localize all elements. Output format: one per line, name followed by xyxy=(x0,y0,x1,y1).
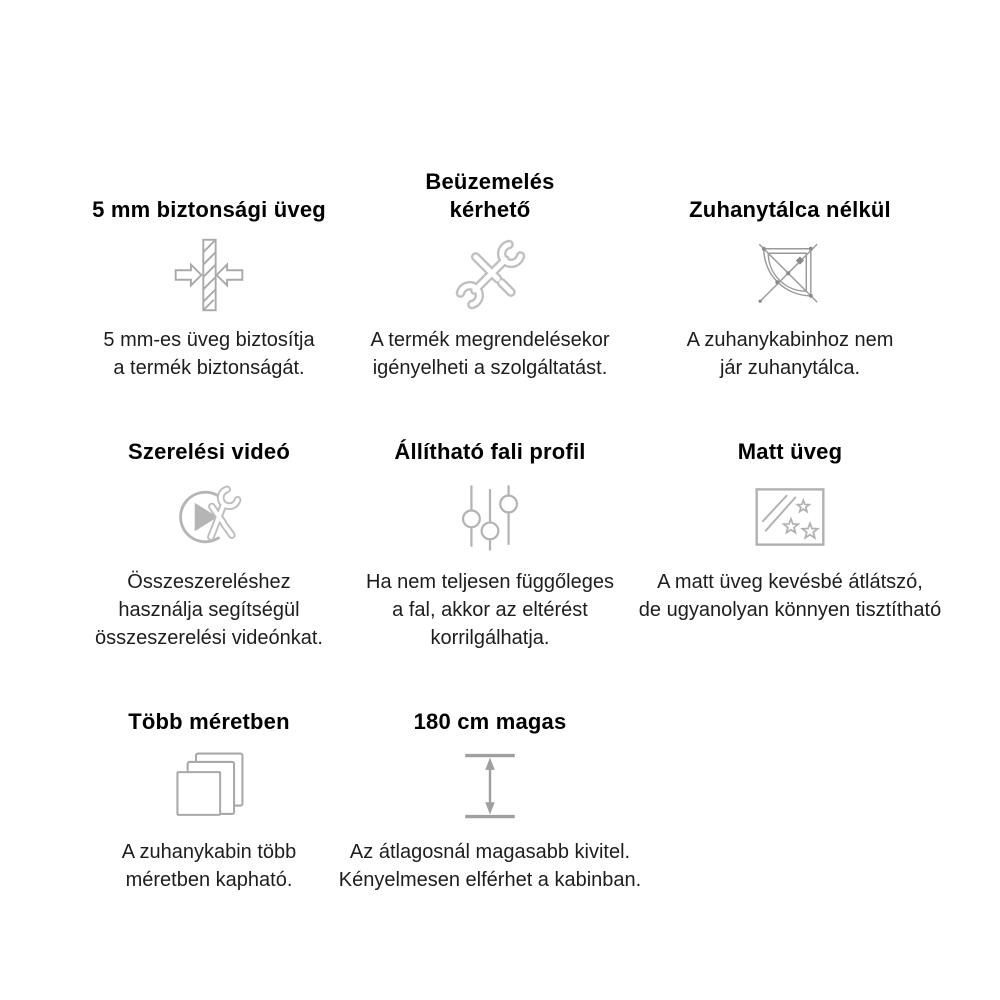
height-arrow-icon xyxy=(450,744,530,830)
feature-no-shower-tray xyxy=(620,166,960,382)
desc-line: korrilgálhatja. xyxy=(430,627,550,649)
feature-title-text: Beüzemelés xyxy=(425,169,555,194)
desc-line: A matt üveg kevésbé átlátszó, xyxy=(657,571,923,593)
feature-description xyxy=(639,568,941,624)
glass-thickness-icon xyxy=(169,232,249,318)
adjustable-sliders-icon xyxy=(451,474,529,560)
desc-line: a termék biztonságát. xyxy=(113,357,305,379)
desc-line: Az átlagosnál magasabb kivitel. xyxy=(349,841,631,863)
feature-multiple-sizes xyxy=(58,678,360,894)
desc-line: 5 mm-es üveg biztosítja xyxy=(103,329,315,351)
desc-line: Kényelmesen elférhet a kabinban. xyxy=(338,869,642,891)
feature-title xyxy=(128,408,290,466)
feature-description xyxy=(366,568,614,652)
feature-height-180cm xyxy=(338,678,642,894)
feature-description xyxy=(687,326,894,382)
feature-description xyxy=(339,838,641,894)
desc-line: de ugyanolyan könnyen tisztítható xyxy=(638,599,942,621)
multiple-sizes-icon xyxy=(170,744,248,830)
no-shower-tray-icon xyxy=(752,232,828,318)
installation-tools-icon xyxy=(450,232,530,318)
feature-title xyxy=(425,166,554,224)
desc-line: méretben kapható. xyxy=(125,869,293,891)
desc-line: a fal, akkor az eltérést xyxy=(392,599,588,621)
desc-line: A termék megrendelésekor xyxy=(370,329,610,351)
desc-line: jár zuhanytálca. xyxy=(719,357,861,379)
feature-title xyxy=(414,678,567,736)
feature-description xyxy=(370,326,609,382)
feature-title-text: Több méretben xyxy=(128,709,290,734)
feature-adjustable-wall-profile xyxy=(360,408,620,652)
feature-description xyxy=(103,326,314,382)
features-grid xyxy=(58,166,960,894)
feature-title-text: kérhető xyxy=(449,197,531,222)
feature-title xyxy=(128,678,290,736)
feature-title-text: 5 mm biztonsági üveg xyxy=(92,197,326,222)
feature-title xyxy=(689,166,891,224)
feature-title-text: 180 cm magas xyxy=(413,709,567,734)
feature-matt-glass xyxy=(620,408,960,652)
feature-title xyxy=(394,408,585,466)
feature-installation-service xyxy=(360,166,620,382)
matt-glass-icon xyxy=(750,474,830,560)
feature-assembly-video xyxy=(58,408,360,652)
assembly-video-icon xyxy=(169,474,249,560)
feature-description xyxy=(122,838,297,894)
feature-description xyxy=(95,568,323,652)
desc-line: igényelheti a szolgáltatást. xyxy=(372,357,608,379)
feature-safety-glass xyxy=(58,166,360,382)
desc-line: A zuhanykabin több xyxy=(121,841,297,863)
feature-title-text: Zuhanytálca nélkül xyxy=(689,197,891,222)
feature-title-text: Matt üveg xyxy=(737,439,843,464)
desc-line: A zuhanykabinhoz nem xyxy=(686,329,894,351)
feature-title xyxy=(92,166,326,224)
desc-line: Összeszereléshez xyxy=(127,571,291,593)
desc-line: Ha nem teljesen függőleges xyxy=(366,571,614,593)
desc-line: használja segítségül xyxy=(118,599,300,621)
desc-line: összeszerelési videónkat. xyxy=(95,627,323,649)
feature-title-text: Állítható fali profil xyxy=(394,439,586,464)
feature-title-text: Szerelési videó xyxy=(128,439,290,464)
feature-title xyxy=(738,408,842,466)
